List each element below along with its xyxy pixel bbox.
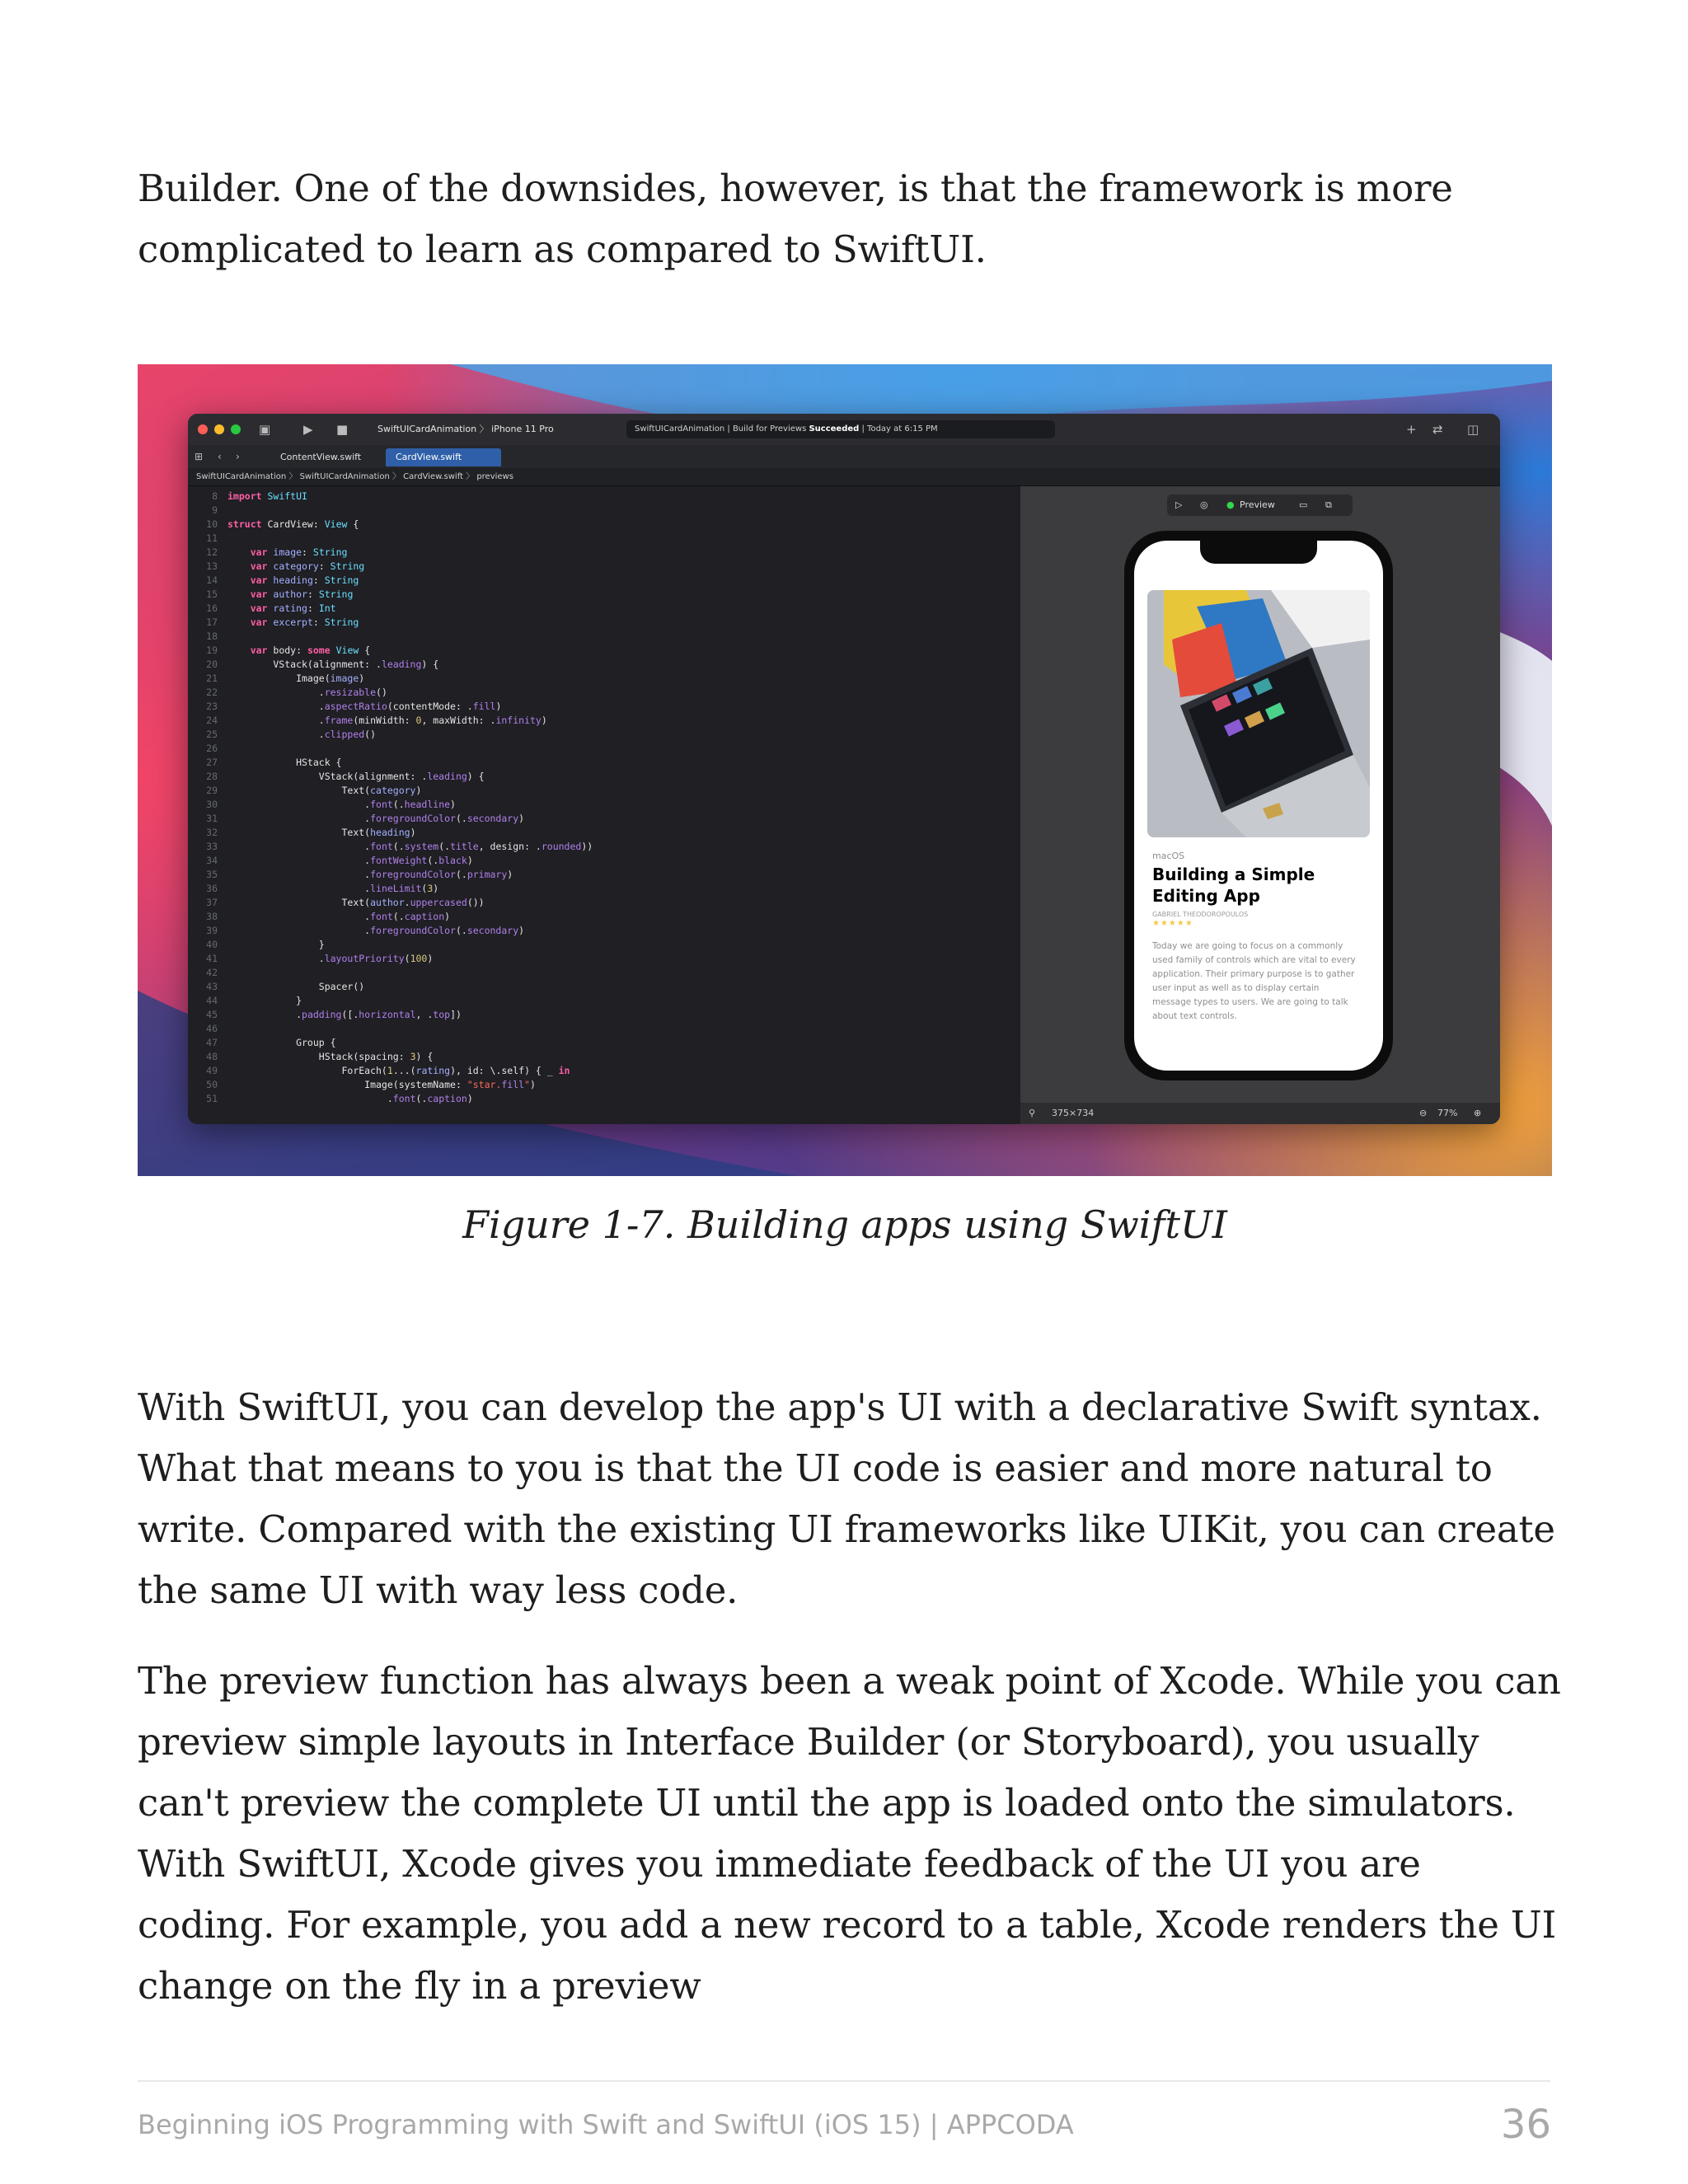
code-line[interactable]: 22 .resizable() — [188, 686, 387, 700]
line-number: 27 — [206, 757, 218, 768]
paragraph-intro: Builder. One of the downsides, however, is that the framework is more complicated to learn as compared to SwiftUI. — [138, 166, 1453, 271]
line-number: 30 — [206, 799, 218, 810]
line-number: 11 — [206, 532, 218, 544]
line-number: 42 — [206, 967, 218, 978]
code-line[interactable] — [188, 532, 227, 546]
line-number: 21 — [206, 673, 218, 684]
line-number: 19 — [206, 644, 218, 656]
line-number: 12 — [206, 546, 218, 558]
code-line[interactable]: 43 Spacer() — [188, 980, 364, 994]
status-succeeded: Succeeded — [809, 424, 860, 434]
line-number: 40 — [206, 939, 218, 950]
footer-book-title: Beginning iOS Programming with Swift and SwiftUI (iOS 15) | APPCODA — [138, 2109, 1074, 2140]
zoom-out-icon[interactable]: ⊖ — [1419, 1108, 1428, 1118]
code-line[interactable]: 27 HStack { — [188, 756, 341, 770]
card-rating-stars: ★★★★★ — [1152, 919, 1193, 928]
line-number: 44 — [206, 995, 218, 1006]
code-line[interactable]: 34 .fontWeight(.black) — [188, 854, 473, 868]
grid-icon[interactable]: ⊞ — [195, 451, 204, 462]
code-line[interactable]: 10 struct CardView: View { — [188, 518, 359, 532]
scheme-selector[interactable]: SwiftUICardAnimation 〉 iPhone 11 Pro — [377, 424, 554, 434]
line-number: 8 — [212, 490, 218, 502]
back-icon[interactable]: ‹ — [218, 451, 222, 462]
line-number: 39 — [206, 925, 218, 936]
line-number: 15 — [206, 588, 218, 600]
forward-icon[interactable]: › — [236, 451, 240, 462]
code-line[interactable] — [188, 504, 227, 518]
line-number: 14 — [206, 574, 218, 586]
zoom-in-icon[interactable]: ⊕ — [1474, 1108, 1482, 1118]
line-number: 9 — [212, 504, 218, 516]
code-line[interactable]: 37 Text(author.uppercased()) — [188, 896, 485, 910]
preview-controls — [1167, 494, 1353, 516]
status-prefix: SwiftUICardAnimation | Build for Previews — [635, 424, 809, 434]
xcode-toolbar — [188, 414, 1500, 446]
sidebar-toggle-icon[interactable]: ▣ — [259, 422, 271, 437]
preview-canvas — [1020, 486, 1500, 1124]
preview-button[interactable]: Preview — [1240, 499, 1275, 510]
code-line[interactable]: 14 var heading: String — [188, 574, 359, 588]
code-line[interactable]: 24 .frame(minWidth: 0, maxWidth: .infinity) — [188, 714, 547, 728]
inspect-icon[interactable]: ◎ — [1200, 499, 1208, 510]
line-number: 28 — [206, 771, 218, 782]
minimize-window-button[interactable] — [214, 424, 224, 434]
activity-status-bar — [626, 420, 1055, 438]
line-number: 34 — [206, 855, 218, 866]
line-number: 38 — [206, 911, 218, 922]
line-number: 29 — [206, 785, 218, 796]
line-number: 45 — [206, 1009, 218, 1020]
line-number: 10 — [206, 518, 218, 530]
card-heading: Building a Simple Editing App — [1152, 865, 1315, 906]
code-line[interactable]: 31 .foregroundColor(.secondary) — [188, 812, 524, 826]
code-line[interactable]: 12 var image: String — [188, 546, 347, 560]
figure-caption: Figure 1-7. Building apps using SwiftUI — [462, 1202, 1227, 1247]
code-line[interactable]: 8 import SwiftUI — [188, 490, 307, 504]
card-excerpt: Today we are going to focus on a commonly used family of controls which are vital to every application. Their primary purpose is to gather user input as well as to display certain message types to users. We are going to talk about text controls. — [1152, 941, 1356, 1021]
line-number: 24 — [206, 715, 218, 726]
canvas-bottom-bar — [1020, 1103, 1500, 1124]
line-number: 49 — [206, 1065, 218, 1076]
line-number: 35 — [206, 869, 218, 880]
code-line[interactable]: 20 VStack(alignment: .leading) { — [188, 658, 438, 672]
tab-cardview[interactable]: CardView.swift — [386, 448, 501, 466]
code-line[interactable] — [188, 1022, 227, 1036]
code-line[interactable]: 15 var author: String — [188, 588, 353, 602]
code-line[interactable] — [188, 742, 227, 756]
page-number: 36 — [1500, 2102, 1551, 2148]
pin-icon[interactable]: ⚲ — [1029, 1108, 1036, 1118]
code-review-icon[interactable]: ⇄ — [1432, 422, 1443, 437]
zoom-window-button[interactable] — [231, 424, 241, 434]
live-preview-icon[interactable]: ▷ — [1175, 499, 1183, 510]
code-line[interactable]: 21 Image(image) — [188, 672, 364, 686]
phone-notch — [1200, 541, 1317, 564]
code-line[interactable]: 29 Text(category) — [188, 784, 421, 798]
stop-icon[interactable]: ■ — [336, 422, 349, 437]
code-line[interactable]: 16 var rating: Int — [188, 602, 336, 616]
line-number: 18 — [206, 630, 218, 642]
paragraph-swiftui-syntax: With SwiftUI, you can develop the app's UI with a declarative Swift syntax. What that means to you is that the UI code is easier and more natural to write. Compared with the existing UI frameworks like UIKit, you can create the same UI with way less code. — [138, 1385, 1555, 1612]
duplicate-icon[interactable]: ⧉ — [1325, 499, 1332, 510]
code-line[interactable]: 40 } — [188, 938, 325, 952]
laptop-photo — [1147, 590, 1370, 837]
footer-divider — [138, 2080, 1550, 2082]
code-line[interactable]: 13 var category: String — [188, 560, 364, 574]
line-number: 47 — [206, 1037, 218, 1048]
code-line[interactable]: 47 Group { — [188, 1036, 336, 1050]
code-line[interactable]: 23 .aspectRatio(contentMode: .fill) — [188, 700, 501, 714]
code-line[interactable]: 48 HStack(spacing: 3) { — [188, 1050, 433, 1064]
line-number: 48 — [206, 1051, 218, 1062]
paragraph-preview-function: The preview function has always been a weak point of Xcode. While you can preview simple layouts in Interface Builder (or Storyboard), you usually can't preview the complete UI until the app is loaded onto the simulators. With SwiftUI, Xcode gives you immediate feedback of the UI you are coding. For example, you add a new record to a table, Xcode renders the UI change on the fly in a preview — [138, 1659, 1561, 2008]
line-number: 26 — [206, 743, 218, 754]
code-line[interactable]: 35 .foregroundColor(.primary) — [188, 868, 513, 882]
card-image — [1147, 590, 1370, 837]
code-line[interactable]: 28 VStack(alignment: .leading) { — [188, 770, 485, 784]
inspector-toggle-icon[interactable]: ◫ — [1467, 422, 1479, 437]
device-icon[interactable]: ▭ — [1299, 499, 1308, 510]
code-line[interactable]: 17 var excerpt: String — [188, 616, 359, 630]
editor-tab-bar — [188, 445, 1500, 469]
preview-status-icon: ● — [1226, 499, 1235, 510]
line-number: 17 — [206, 616, 218, 628]
figure-xcode-screenshot — [138, 364, 1552, 1176]
code-line[interactable]: 49 ForEach(1...(rating), id: \.self) { _ in — [188, 1064, 570, 1078]
canvas-size: 375×734 — [1052, 1108, 1095, 1118]
line-number: 43 — [206, 981, 218, 992]
close-window-button[interactable] — [198, 424, 208, 434]
line-number: 50 — [206, 1079, 218, 1090]
line-number: 33 — [206, 841, 218, 852]
code-line[interactable]: 30 .font(.headline) — [188, 798, 456, 812]
line-number: 51 — [206, 1093, 218, 1104]
code-line[interactable]: 51 .font(.caption) — [188, 1092, 473, 1106]
line-number: 25 — [206, 729, 218, 740]
line-number: 41 — [206, 953, 218, 964]
code-line[interactable]: 38 .font(.caption) — [188, 910, 450, 924]
code-line[interactable]: 25 .clipped() — [188, 728, 376, 742]
code-line[interactable]: 19 var body: some View { — [188, 644, 370, 658]
code-line[interactable]: 32 Text(heading) — [188, 826, 416, 840]
phone-screen — [1134, 541, 1383, 1071]
code-line[interactable]: 33 .font(.system(.title, design: .rounded)) — [188, 840, 593, 854]
line-number: 16 — [206, 602, 218, 614]
line-number: 23 — [206, 701, 218, 712]
jump-bar[interactable]: SwiftUICardAnimation 〉 SwiftUICardAnimation 〉 CardView.swift 〉 previews — [188, 468, 1500, 486]
line-number: 31 — [206, 813, 218, 824]
iphone-preview — [1124, 531, 1393, 1080]
line-number: 32 — [206, 827, 218, 838]
tab-contentview[interactable]: ContentView.swift — [280, 452, 362, 462]
code-line[interactable]: 36 .lineLimit(3) — [188, 882, 438, 896]
code-line[interactable]: 50 Image(systemName: "star.fill") — [188, 1078, 536, 1092]
code-editor[interactable] — [188, 486, 1020, 1124]
code-line[interactable]: 41 .layoutPriority(100) — [188, 952, 433, 966]
line-number: 20 — [206, 658, 218, 670]
status-suffix: | Today at 6:15 PM — [859, 424, 938, 434]
code-line[interactable]: 44 } — [188, 994, 302, 1008]
card-category: macOS — [1152, 851, 1185, 861]
line-number: 13 — [206, 560, 218, 572]
code-line[interactable] — [188, 966, 227, 980]
code-line[interactable] — [188, 630, 227, 644]
line-number: 22 — [206, 687, 218, 698]
code-line[interactable]: 45 .padding([.horizontal, .top]) — [188, 1008, 462, 1022]
zoom-level: 77% — [1437, 1108, 1458, 1118]
line-number: 46 — [206, 1023, 218, 1034]
add-icon[interactable]: + — [1406, 422, 1417, 437]
card-author: GABRIEL THEODOROPOULOS — [1152, 911, 1249, 918]
run-icon[interactable]: ▶ — [303, 422, 313, 437]
xcode-window — [188, 414, 1500, 1124]
line-number: 37 — [206, 897, 218, 908]
line-number: 36 — [206, 883, 218, 894]
code-line[interactable]: 39 .foregroundColor(.secondary) — [188, 924, 524, 938]
